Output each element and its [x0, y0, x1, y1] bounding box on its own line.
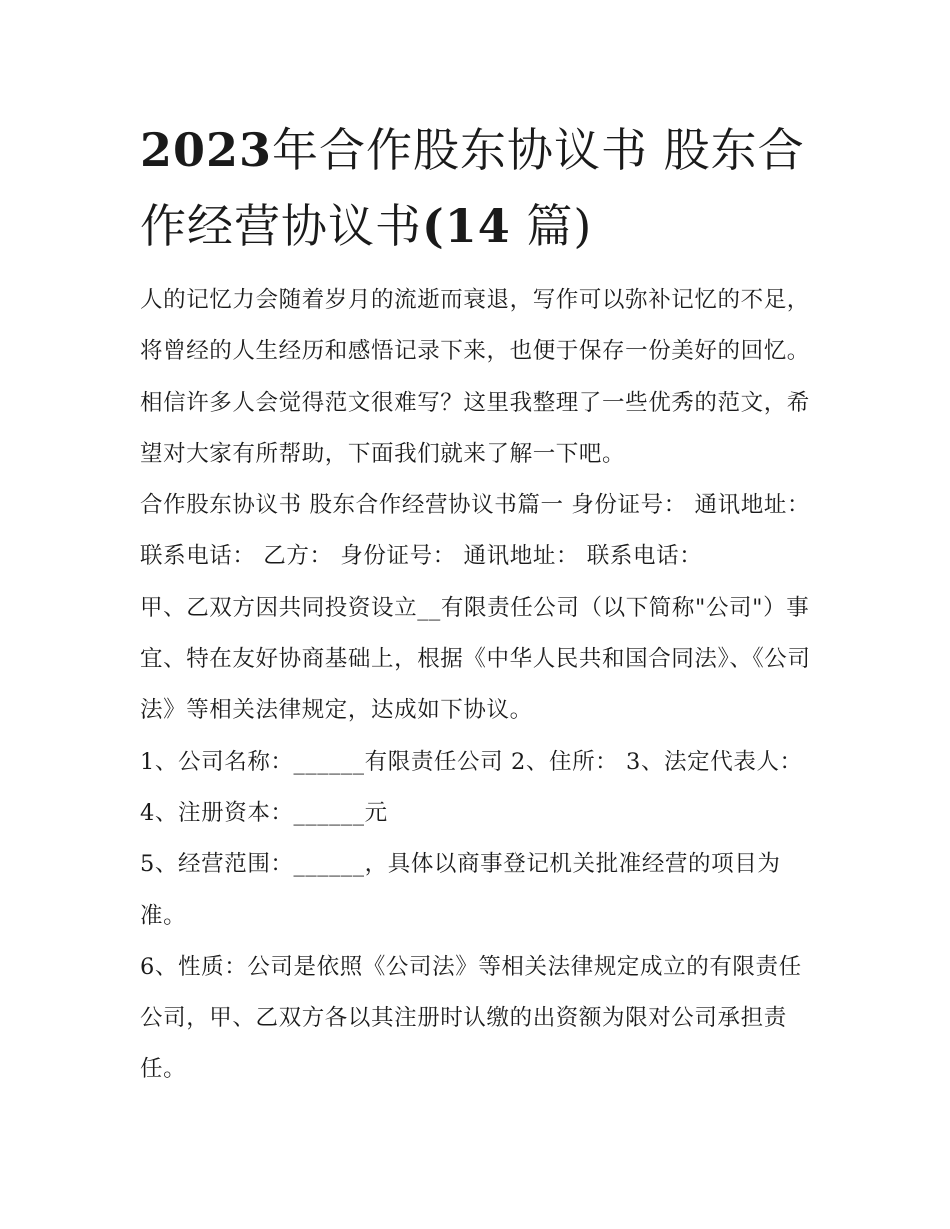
clause-company-name: 1、公司名称：______有限责任公司 2、住所： 3、法定代表人： 4、注册资本：______元	[140, 748, 803, 826]
title-main: 年合作股东协议书 股东合作经营协议书	[140, 123, 805, 253]
title-count: (14	[422, 199, 511, 253]
clause-company-nature: 6、性质：公司是依照《公司法》等相关法律规定成立的有限责任公司，甲、乙双方各以其注册时认缴的出资额为限对公司承担责任。	[140, 953, 802, 1083]
title-year: 2023	[140, 123, 273, 177]
document-page	[140, 112, 816, 1096]
party-info-paragraph: 合作股东协议书 股东合作经营协议书篇一 身份证号： 通讯地址： 联系电话： 乙方： 身份证号： 通讯地址： 联系电话：	[140, 492, 811, 570]
title-suffix: 篇)	[526, 199, 593, 253]
document-title	[140, 112, 816, 264]
agreement-preamble-paragraph: 甲、乙双方因共同投资设立__有限责任公司（以下简称"公司"）事宜、特在友好协商基础上，根据《中华人民共和国合同法》、《公司法》等相关法律规定，达成如下协议。	[140, 594, 811, 724]
intro-paragraph: 人的记忆力会随着岁月的流逝而衰退，写作可以弥补记忆的不足，将曾经的人生经历和感悟记录下来，也便于保存一份美好的回忆。相信许多人会觉得范文很难写？这里我整理了一些优秀的范文，希望对大家有所帮助，下面我们就来了解一下吧。	[140, 287, 810, 467]
clause-business-scope: 5、经营范围：______，具体以商事登记机关批准经营的项目为准。	[140, 851, 781, 929]
